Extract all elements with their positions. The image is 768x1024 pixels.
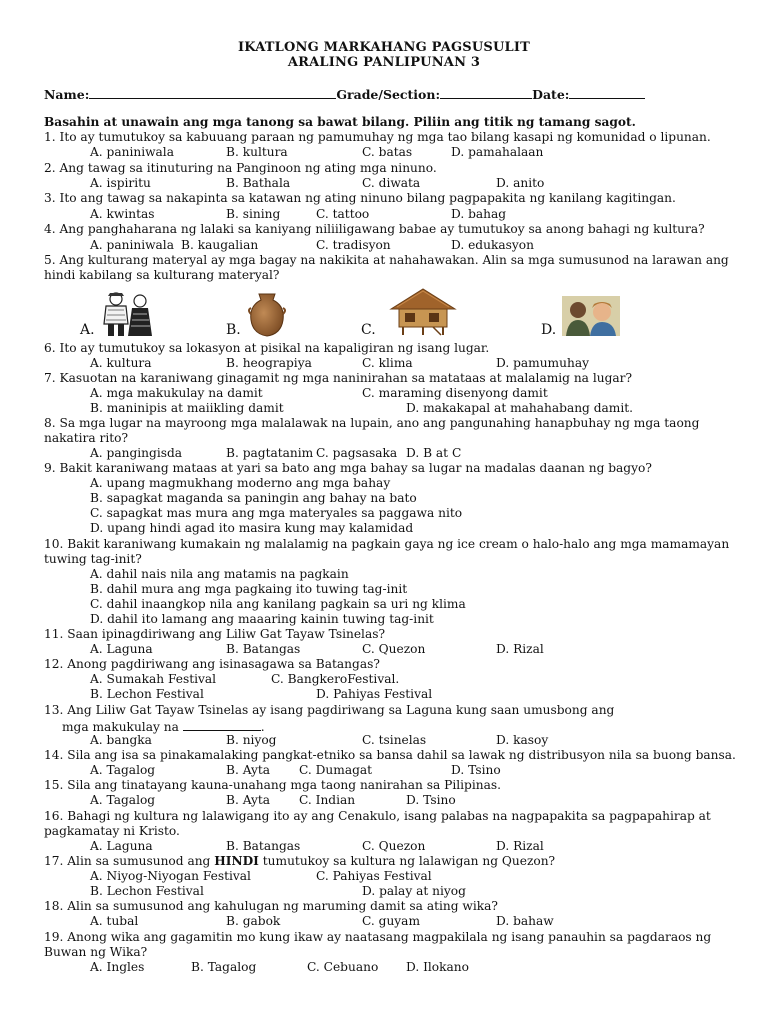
question-15: 15. Sila ang tinatayang kauna-unahang mga taong nanirahan sa Pilipinas. xyxy=(44,778,501,792)
q17-option-c: C. Pahiyas Festival xyxy=(316,869,432,883)
q1-option-c: C. batas xyxy=(362,145,413,159)
q2-option-b: B. Bathala xyxy=(226,176,291,190)
q16-option-d: D. Rizal xyxy=(496,839,544,853)
q7-option-c: C. maraming disenyong damit xyxy=(362,386,548,400)
q18-option-b: B. gabok xyxy=(226,914,281,928)
q15-option-d: D. Tsino xyxy=(406,793,456,807)
q18-option-a: A. tubal xyxy=(90,914,139,928)
q8-option-b: B. pagtatanim xyxy=(226,446,314,460)
q10-option-c: C. dahil inaangkop nila ang kanilang pagkain sa uri ng klima xyxy=(90,597,466,611)
question-6: 6. Ito ay tumutukoy sa lokasyon at pisikal na kapaligiran ng isang lugar. xyxy=(44,341,490,355)
q11-option-b: B. Batangas xyxy=(226,642,301,656)
question-13-cont: mga makukulay na . xyxy=(62,720,265,734)
q15-option-c: C. Indian xyxy=(299,793,356,807)
question-16: 16. Bahagi ng kultura ng lalawigang ito ay ang Cenakulo, isang palabas na nagpapakita sa pagpapahirap at xyxy=(44,809,711,823)
question-17 xyxy=(44,854,555,869)
q14-option-b: B. Ayta xyxy=(226,763,271,777)
q14-option-d: D. Tsino xyxy=(451,763,501,777)
q16-option-a: A. Laguna xyxy=(90,839,153,853)
q12-option-d: D. Pahiyas Festival xyxy=(316,687,433,701)
q14-option-c: C. Dumagat xyxy=(299,763,373,777)
question-3: 3. Ito ang tawag sa nakapinta sa katawan ng ating ninuno bilang pagpapakita ng kanilang kagitingan. xyxy=(44,191,676,205)
q11-option-c: C. Quezon xyxy=(362,642,426,656)
q8-option-d: D. B at C xyxy=(406,446,462,460)
question-19-cont: Buwan ng Wika? xyxy=(44,945,148,959)
question-8-cont: nakatira rito? xyxy=(44,431,129,445)
q12-option-b: B. Lechon Festival xyxy=(90,687,204,701)
question-2: 2. Ang tawag sa itinuturing na Panginoon ng ating mga ninuno. xyxy=(44,161,437,175)
q6-option-c: C. klima xyxy=(362,356,413,370)
q9-option-c: C. sapagkat mas mura ang mga materyales sa paggawa nito xyxy=(90,506,463,520)
question-10-cont: tuwing tag-init? xyxy=(44,552,142,566)
q3-option-d: D. bahag xyxy=(451,207,507,221)
question-7: 7. Kasuotan na karaniwang ginagamit ng mga naninirahan sa matataas at malalamig na lugar? xyxy=(44,371,632,385)
q3-option-b: B. sining xyxy=(226,207,281,221)
question-5: 5. Ang kulturang materyal ay mga bagay na nakikita at nahahawakan. Alin sa mga sumusunod na larawan ang xyxy=(44,253,729,267)
q2-option-d: D. anito xyxy=(496,176,545,190)
q5-option-b: B. xyxy=(226,322,241,338)
q11-option-d: D. Rizal xyxy=(496,642,544,656)
q18-option-c: C. guyam xyxy=(362,914,420,928)
q19-option-a: A. Ingles xyxy=(90,960,145,974)
q6-option-b: B. heograpiya xyxy=(226,356,312,370)
q5-option-d: D. xyxy=(541,322,557,338)
student-info-line xyxy=(44,86,645,102)
q8-option-a: A. pangingisda xyxy=(90,446,183,460)
q19-option-c: C. Cebuano xyxy=(307,960,379,974)
q9-option-a: A. upang magmukhang moderno ang mga bahay xyxy=(90,476,391,490)
grade-section-field[interactable] xyxy=(440,86,532,99)
question-4: 4. Ang panghaharana ng lalaki sa kaniyang niliiligawang babae ay tumutukoy sa anong bahagi ng kultura? xyxy=(44,222,705,236)
question-10: 10. Bakit karaniwang kumakain ng malalamig na pagkain gaya ng ice cream o halo-halo ang mga mamamayan xyxy=(44,537,730,551)
q4-option-a: A. paniniwala xyxy=(90,238,174,252)
q17-option-d: D. palay at niyog xyxy=(362,884,466,898)
q5-option-c: C. xyxy=(361,322,376,338)
q9-option-d: D. upang hindi agad ito masira kung may kalamidad xyxy=(90,521,414,535)
question-18: 18. Alin sa sumusunod ang kahulugan ng maruming damit sa ating wika? xyxy=(44,899,498,913)
q8-option-c: C. pagsasaka xyxy=(316,446,398,460)
name-field[interactable] xyxy=(89,86,336,99)
q7-option-b: B. maninipis at maiikling damit xyxy=(90,401,284,415)
q1-option-a: A. paniniwala xyxy=(90,145,174,159)
q10-option-a: A. dahil nais nila ang matamis na pagkain xyxy=(90,567,349,581)
q3-option-a: A. kwintas xyxy=(90,207,155,221)
question-11: 11. Saan ipinagdiriwang ang Liliw Gat Tayaw Tsinelas? xyxy=(44,627,385,641)
q13-option-c: C. tsinelas xyxy=(362,733,427,747)
exam-title: IKATLONG MARKAHANG PAGSUSULIT xyxy=(237,40,531,55)
q1-option-d: D. pamahalaan xyxy=(451,145,544,159)
q12-option-a: A. Sumakah Festival xyxy=(90,672,217,686)
q16-option-c: C. Quezon xyxy=(362,839,426,853)
question-13-cont-text: mga makukulay na xyxy=(62,720,179,734)
q18-option-d: D. bahaw xyxy=(496,914,554,928)
q4-option-d: D. edukasyon xyxy=(451,238,534,252)
q17-option-b: B. Lechon Festival xyxy=(90,884,204,898)
q6-option-a: A. kultura xyxy=(90,356,152,370)
question-12: 12. Anong pagdiriwang ang isinasagawa sa Batangas? xyxy=(44,657,380,671)
q19-option-b: B. Tagalog xyxy=(191,960,257,974)
nipa-hut-icon xyxy=(389,287,457,337)
q2-option-c: C. diwata xyxy=(362,176,421,190)
q12-option-c: C. BangkeroFestival. xyxy=(271,672,400,686)
q1-option-b: B. kultura xyxy=(226,145,288,159)
q13-option-a: A. bangka xyxy=(90,733,152,747)
date-label: Date: xyxy=(532,87,570,102)
date-field[interactable] xyxy=(569,86,645,99)
q14-option-a: A. Tagalog xyxy=(90,763,156,777)
question-17-hindi: HINDI xyxy=(214,854,259,868)
question-13: 13. Ang Liliw Gat Tayaw Tsinelas ay isang pagdiriwang sa Laguna kung saan umusbong ang xyxy=(44,703,615,717)
q17-option-a: A. Niyog-Niyogan Festival xyxy=(90,869,251,883)
q10-option-b: B. dahil mura ang mga pagkaing ito tuwing tag-init xyxy=(90,582,408,596)
q11-option-a: A. Laguna xyxy=(90,642,153,656)
q10-option-d: D. dahil ito lamang ang maaaring kainin tuwing tag-init xyxy=(90,612,434,626)
q5-option-a: A. xyxy=(80,322,95,338)
question-17-pre: 17. Alin sa sumusunod ang xyxy=(44,854,215,868)
question-8: 8. Sa mga lugar na mayroong mga malalawak na lupain, ano ang pangunahing hanapbuhay ng mga taong xyxy=(44,416,700,430)
name-label: Name: xyxy=(44,87,90,102)
q7-option-a: A. mga makukulay na damit xyxy=(90,386,263,400)
q4-option-b: B. kaugalian xyxy=(181,238,259,252)
q13-option-d: D. kasoy xyxy=(496,733,549,747)
q3-option-c: C. tattoo xyxy=(316,207,370,221)
grade-section-label: Grade/Section: xyxy=(336,87,441,102)
question-17-post: tumutukoy sa kultura ng lalawigan ng Quezon? xyxy=(258,854,556,868)
q15-option-b: B. Ayta xyxy=(226,793,271,807)
question-16-cont: pagkamatay ni Kristo. xyxy=(44,824,180,838)
family-icon xyxy=(562,296,620,336)
q19-option-d: D. Ilokano xyxy=(406,960,469,974)
question-9: 9. Bakit karaniwang mataas at yari sa bato ang mga bahay sa lugar na madalas daanan ng bagyo? xyxy=(44,461,652,475)
q2-option-a: A. ispiritu xyxy=(90,176,151,190)
question-5-cont: hindi kabilang sa kulturang materyal? xyxy=(44,268,280,282)
people-icon xyxy=(98,290,158,338)
question-1: 1. Ito ay tumutukoy sa kabuuang paraan ng pamumuhay ng mga tao bilang kasapi ng komunidad o lipunan. xyxy=(44,130,711,144)
clay-jar-icon xyxy=(245,292,289,338)
q9-option-b: B. sapagkat maganda sa paningin ang bahay na bato xyxy=(90,491,417,505)
q6-option-d: D. pamumuhay xyxy=(496,356,589,370)
q4-option-c: C. tradisyon xyxy=(316,238,391,252)
q16-option-b: B. Batangas xyxy=(226,839,301,853)
instruction: Basahin at unawain ang mga tanong sa bawat bilang. Piliin ang titik ng tamang sagot. xyxy=(44,115,636,129)
q13-option-b: B. niyog xyxy=(226,733,277,747)
question-14: 14. Sila ang isa sa pinakamalaking pangkat-etniko sa bansa dahil sa lawak ng distribusyon nila sa buong bansa. xyxy=(44,748,736,762)
q13-blank xyxy=(183,718,261,731)
q7-option-d: D. makakapal at mahahabang damit. xyxy=(406,401,634,415)
exam-subject: ARALING PANLIPUNAN 3 xyxy=(287,55,481,70)
question-19: 19. Anong wika ang gagamitin mo kung ikaw ay naatasang magpakilala ng isang panauhin sa pagdaraos ng xyxy=(44,930,712,944)
q15-option-a: A. Tagalog xyxy=(90,793,156,807)
